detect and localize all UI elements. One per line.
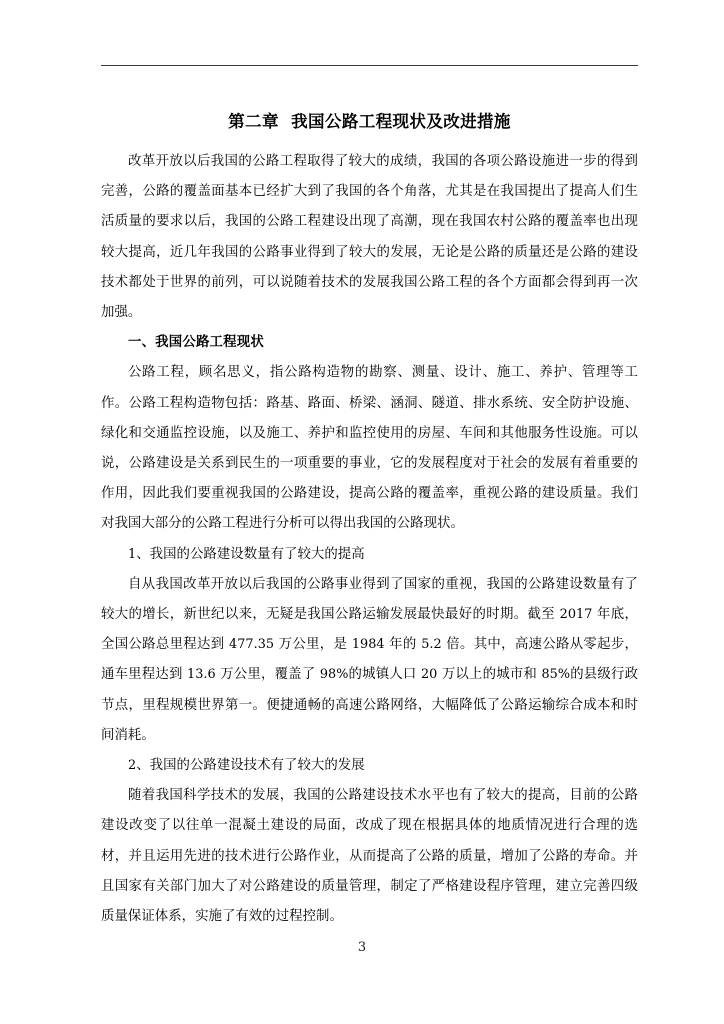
paragraph-section-1-body: 公路工程，顾名思义，指公路构造物的勘察、测量、设计、施工、养护、管理等工作。公路工程构造物包括：路基、路面、桥梁、涵洞、隧道、排水系统、安全防护设施、绿化和交通监控设施，以及施工、养护和监控使用的房屋、车间和其他服务性设施。可以说，公路建设是关系到民生的一项重要的事业，它的发展程度对于社会的发展有着重要的作用，因此我们要重视我国的公路建设，提高公路的覆盖率，重视公路的建设质量。我们对我国大部分的公路工程进行分析可以得出我国的公路现状。: [101, 365, 638, 532]
page-number: 3: [357, 940, 367, 955]
sub-heading-1: 1、我国的公路建设数量有了较大的提高: [128, 546, 365, 562]
section-heading-1: 一、我国公路工程现状: [128, 335, 264, 351]
page-title: 第二章 我国公路工程现状及改进措施: [228, 112, 511, 131]
document-content: [101, 108, 638, 932]
header-divider-line: [101, 65, 638, 66]
paragraph-sub-1-body: 自从我国改革开放以后我国的公路事业得到了国家的重视，我国的公路建设数量有了较大的增长，新世纪以来，无疑是我国公路运输发展最快最好的时期。截至 2017 年底，全国公路总里程达到 477.35 万公里，是 1984 年的 5.2 倍。其中，高速公路从零起步，通车里程达到 13.6 万公里，覆盖了 98%的城镇人口 20 万以上的城市和 85%的县级行政节点，里程规模世界第一。便捷通畅的高速公路网络，大幅降低了公路运输综合成本和时间消耗。: [101, 576, 639, 743]
paragraph-intro: 改革开放以后我国的公路工程取得了较大的成绩，我国的各项公路设施进一步的得到完善，公路的覆盖面基本已经扩大到了我国的各个角落，尤其是在我国提出了提高人们生活质量的要求以后，我国的公路工程建设出现了高潮，现在我国农村公路的覆盖率也出现较大提高，近几年我国的公路事业得到了较大的发展，无论是公路的质量还是公路的建设技术都处于世界的前列，可以说随着技术的发展我国公路工程的各个方面都会得到再一次加强。: [101, 154, 638, 321]
sub-heading-2: 2、我国的公路建设技术有了较大的发展: [128, 758, 365, 774]
page-header: [0, 0, 724, 70]
paragraph-sub-2-body: 随着我国科学技术的发展，我国的公路建设技术水平也有了较大的提高，目前的公路建设改变了以往单一混凝土建设的局面，改成了现在根据具体的地质情况进行合理的选材，并且运用先进的技术进行公路作业，从而提高了公路的质量，增加了公路的寿命。并且国家有关部门加大了对公路建设的质量管理，制定了严格建设程序管理，建立完善四级质量保证体系，实施了有效的过程控制。: [101, 788, 638, 925]
page-footer: [0, 930, 724, 990]
